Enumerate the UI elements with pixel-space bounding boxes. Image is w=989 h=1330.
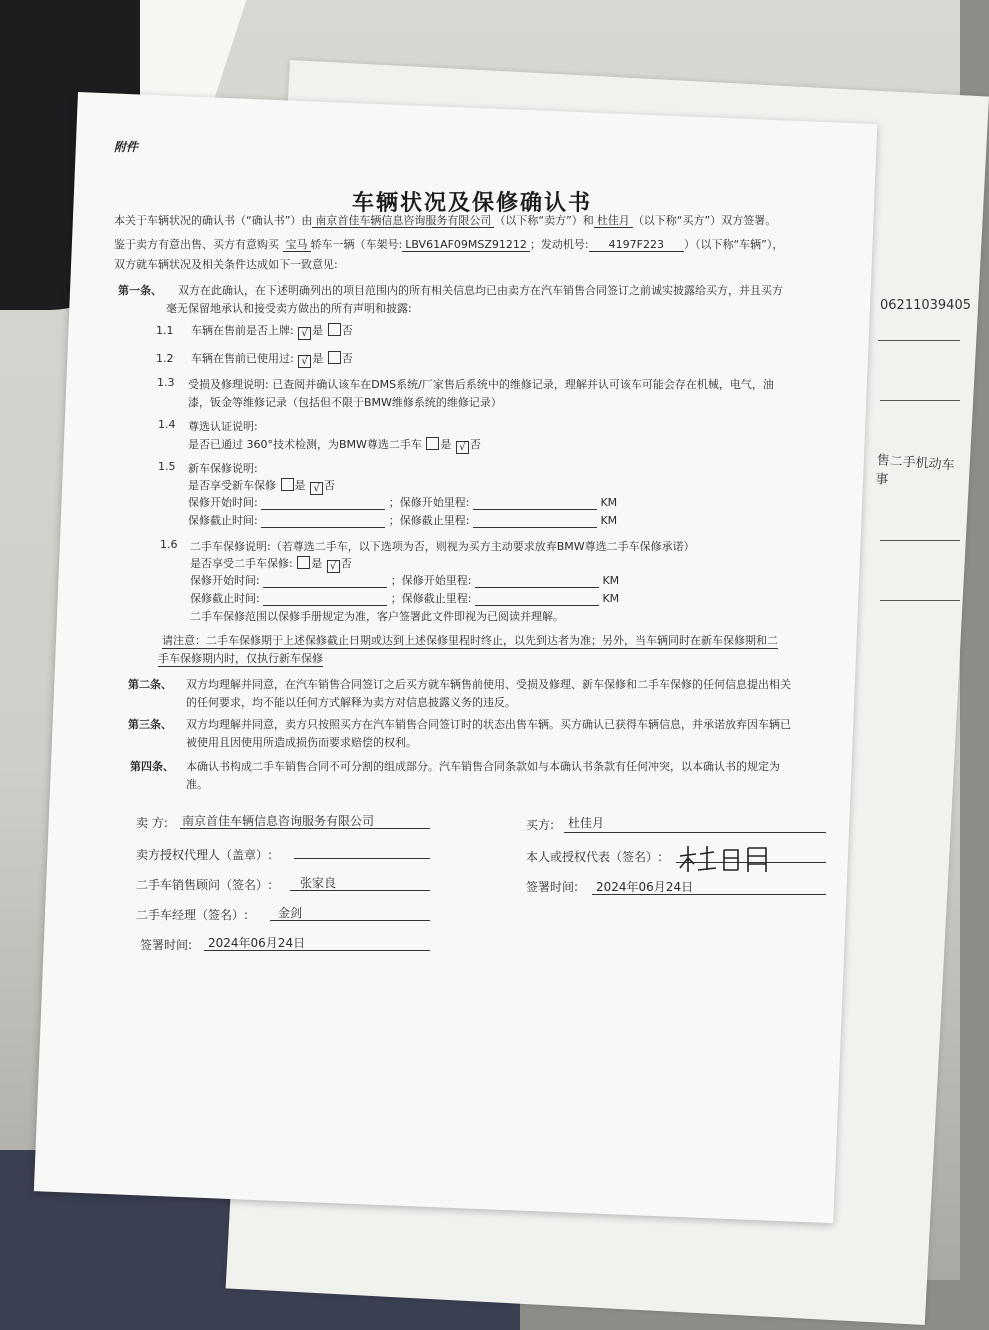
section-number: 1.2 [156, 352, 174, 365]
used-car-warranty-end-row [190, 590, 619, 606]
km-unit: KM [602, 592, 620, 605]
warranty-start-time-field[interactable] [263, 576, 387, 588]
attachment-label: 附件 [114, 140, 139, 154]
article-3-text-1: 双方均理解并同意，卖方只按照买方在汽车销售合同签订时的状态出售车辆。买方确认已获得车辆信息，并承诺放弃因车辆已 [186, 718, 791, 731]
section-1-6-title: 二手车保修说明:（若尊选二手车，以下选项为否，则视为买方主动要求放弃BMW尊选二手车保修承诺） [190, 540, 695, 553]
back-sheet-number: 06211039405 [880, 298, 971, 313]
buyer-date-underline [592, 894, 826, 895]
section-text: 是否享受新车保修 [188, 479, 276, 492]
intro-text: （以下称“买方”）双方签署。 [632, 214, 777, 227]
no-label: 否 [341, 324, 353, 337]
back-sheet-text: 售二手机动车事 [874, 453, 955, 488]
seller-agent-field[interactable] [294, 858, 430, 859]
seller-label: 卖 方: [136, 816, 168, 830]
section-1-3-text-2: 漆，钣金等维修记录（包括但不限于BMW维修系统的维修记录） [188, 396, 502, 409]
km-unit: KM [600, 514, 618, 527]
warranty-start-km-label: ；保修开始里程: [390, 574, 472, 587]
intro-text: 轿车一辆（车架号: [310, 238, 403, 251]
yes-label: 是 [294, 479, 306, 492]
buyer-label: 买方: [526, 818, 555, 832]
no-label: 否 [469, 438, 481, 451]
checkbox-yes[interactable] [297, 556, 310, 569]
section-1-4-row [188, 436, 481, 454]
new-car-warranty-start-row [188, 494, 617, 510]
intro-text: （以下称“卖方”）和 [494, 214, 594, 227]
section-1-6-number: 1.6 [160, 538, 178, 551]
manager-underline [270, 920, 430, 921]
seller-value: 南京首佳车辆信息咨询服务有限公司 [182, 814, 375, 828]
consultant-underline [290, 890, 430, 891]
checkbox-yes-checked[interactable]: √ [298, 355, 311, 368]
article-4-label: 第四条、 [130, 760, 174, 773]
article-2-label: 第二条、 [128, 678, 172, 691]
used-car-warranty-scope: 二手车保修范围以保修手册规定为准，客户签署此文件即视为已阅读并理解。 [190, 610, 564, 623]
manager-label: 二手车经理（签名）: [136, 908, 249, 922]
no-label: 否 [341, 352, 353, 365]
article-2-text-1: 双方均理解并同意，在汽车销售合同签订之后买方就车辆售前使用、受损及修理、新车保修和二手车保修的任何信息提出相关 [186, 678, 791, 691]
seller-date-value: 2024年06月24日 [208, 936, 306, 950]
manager-value: 金剑 [278, 906, 303, 920]
checkbox-yes[interactable] [426, 437, 439, 450]
article-1-text-2: 毫无保留地承认和接受卖方做出的所有声明和披露: [166, 302, 412, 315]
consultant-value: 张家良 [300, 876, 337, 890]
checkbox-no-checked[interactable]: √ [456, 441, 469, 454]
yes-label: 是 [312, 352, 324, 365]
consultant-label: 二手车销售顾问（签名）: [136, 878, 273, 892]
seller-underline [180, 828, 430, 829]
buyer-name: 杜佳月 [594, 214, 633, 228]
article-2-text-2: 的任何要求，均不能以任何方式解释为卖方对信息披露义务的违反。 [186, 696, 516, 709]
warranty-start-time-label: 保修开始时间: [190, 574, 260, 587]
buyer-underline [564, 832, 826, 833]
document-title: 车辆状况及保修确认书 [352, 191, 593, 216]
section-1-4-number: 1.4 [158, 418, 176, 431]
warranty-end-time-field[interactable] [261, 516, 385, 528]
section-1-3-number: 1.3 [157, 376, 175, 389]
km-unit: KM [600, 496, 618, 509]
checkbox-no-checked[interactable]: √ [310, 482, 323, 495]
seller-date-label: 签署时间: [140, 938, 193, 952]
seller-date-underline [204, 950, 430, 951]
intro-line-1 [114, 212, 776, 228]
seller-agent-label: 卖方授权代理人（盖章）: [136, 848, 273, 862]
yes-label: 是 [311, 557, 323, 570]
article-1-text-1: 双方在此确认，在下述明确列出的项目范围内的所有相关信息均已由卖方在汽车销售合同签订之前诚实披露给买方，并且买方 [178, 284, 783, 297]
seller-name: 南京首佳车辆信息咨询服务有限公司 [312, 214, 494, 228]
intro-line-2 [114, 236, 783, 252]
article-1-label: 第一条、 [118, 284, 162, 297]
intro-text: ；发动机号: [529, 238, 589, 251]
section-1-2 [156, 350, 353, 368]
warranty-end-km-label: ；保修截止里程: [388, 514, 470, 527]
section-1-4-title: 尊选认证说明: [188, 420, 258, 433]
checkbox-no-checked[interactable]: √ [327, 560, 340, 573]
section-1-6-row [190, 555, 352, 573]
section-1-5-title: 新车保修说明: [188, 462, 258, 475]
vin: LBV61AF09MSZ91212 [402, 238, 530, 252]
article-4-text-1: 本确认书构成二手车销售合同不可分割的组成部分。汽车销售合同条款如与本确认书条款有任何冲突，以本确认书的规定为 [186, 760, 780, 773]
brand: 宝马 [283, 238, 311, 252]
buyer-date-value: 2024年06月24日 [596, 880, 694, 894]
note-line-1: 请注意：二手车保修期于上述保修截止日期或达到上述保修里程时终止，以先到达者为准；另外，当车辆同时在新车保修期和二 [162, 634, 778, 647]
buyer-value: 杜佳月 [568, 816, 605, 830]
checkbox-yes[interactable] [281, 478, 294, 491]
section-text: 车辆在售前是否上牌: [190, 324, 294, 337]
used-car-warranty-start-row [190, 572, 619, 588]
no-label: 否 [340, 557, 352, 570]
article-3-label: 第三条、 [128, 718, 172, 731]
yes-label: 是 [440, 438, 452, 451]
buyer-date-label: 签署时间: [526, 880, 579, 894]
section-text: 是否已通过 360°技术检测，为BMW尊选二手车 [188, 438, 422, 451]
warranty-start-time-field[interactable] [261, 498, 385, 510]
checkbox-no[interactable] [328, 323, 341, 336]
intro-line-3: 双方就车辆状况及相关条件达成如下一致意见: [114, 258, 338, 271]
article-3-text-2: 被使用且因使用所造成损伤而要求赔偿的权利。 [186, 736, 417, 749]
checkbox-no[interactable] [328, 351, 341, 364]
note-line-2: 手车保修期内时，仅执行新车保修 [158, 652, 323, 665]
buyer-rep-label: 本人或授权代表（签名）: [526, 850, 663, 864]
section-text: 车辆在售前已使用过: [190, 352, 294, 365]
warranty-end-time-field[interactable] [263, 594, 387, 606]
engine-number: 4197F223 [589, 238, 684, 252]
section-1-1 [156, 322, 353, 340]
warranty-end-km-field[interactable] [475, 594, 599, 606]
checkbox-yes-checked[interactable]: √ [298, 327, 311, 340]
warranty-end-km-field[interactable] [473, 516, 597, 528]
no-label: 否 [324, 479, 335, 492]
section-1-5-number: 1.5 [158, 460, 176, 473]
buyer-handwritten-signature [676, 842, 776, 876]
intro-text: ）（以下称“车辆”）， [683, 238, 784, 251]
section-number: 1.1 [156, 324, 174, 337]
warranty-end-km-label: ；保修截止里程: [390, 592, 472, 605]
km-unit: KM [602, 574, 620, 587]
warranty-start-km-label: ；保修开始里程: [388, 496, 470, 509]
yes-label: 是 [312, 324, 324, 337]
section-text: 是否享受二手车保修: [190, 557, 293, 570]
section-1-3-text-1: 受损及修理说明: 已查阅并确认该车在DMS系统/厂家售后系统中的维修记录，理解并认可该车可能会存在机械，电气，油 [188, 378, 774, 391]
new-car-warranty-end-row [188, 512, 617, 528]
warranty-start-km-field[interactable] [475, 576, 599, 588]
article-4-text-2: 准。 [186, 778, 208, 791]
warranty-end-time-label: 保修截止时间: [188, 514, 258, 527]
warranty-end-time-label: 保修截止时间: [190, 592, 260, 605]
section-1-5-row [188, 477, 335, 495]
warranty-start-km-field[interactable] [473, 498, 597, 510]
warranty-start-time-label: 保修开始时间: [188, 496, 258, 509]
intro-text: 鉴于卖方有意出售、买方有意购买 [114, 238, 279, 251]
intro-text: 本关于车辆状况的确认书（“确认书”）由 [114, 214, 313, 227]
